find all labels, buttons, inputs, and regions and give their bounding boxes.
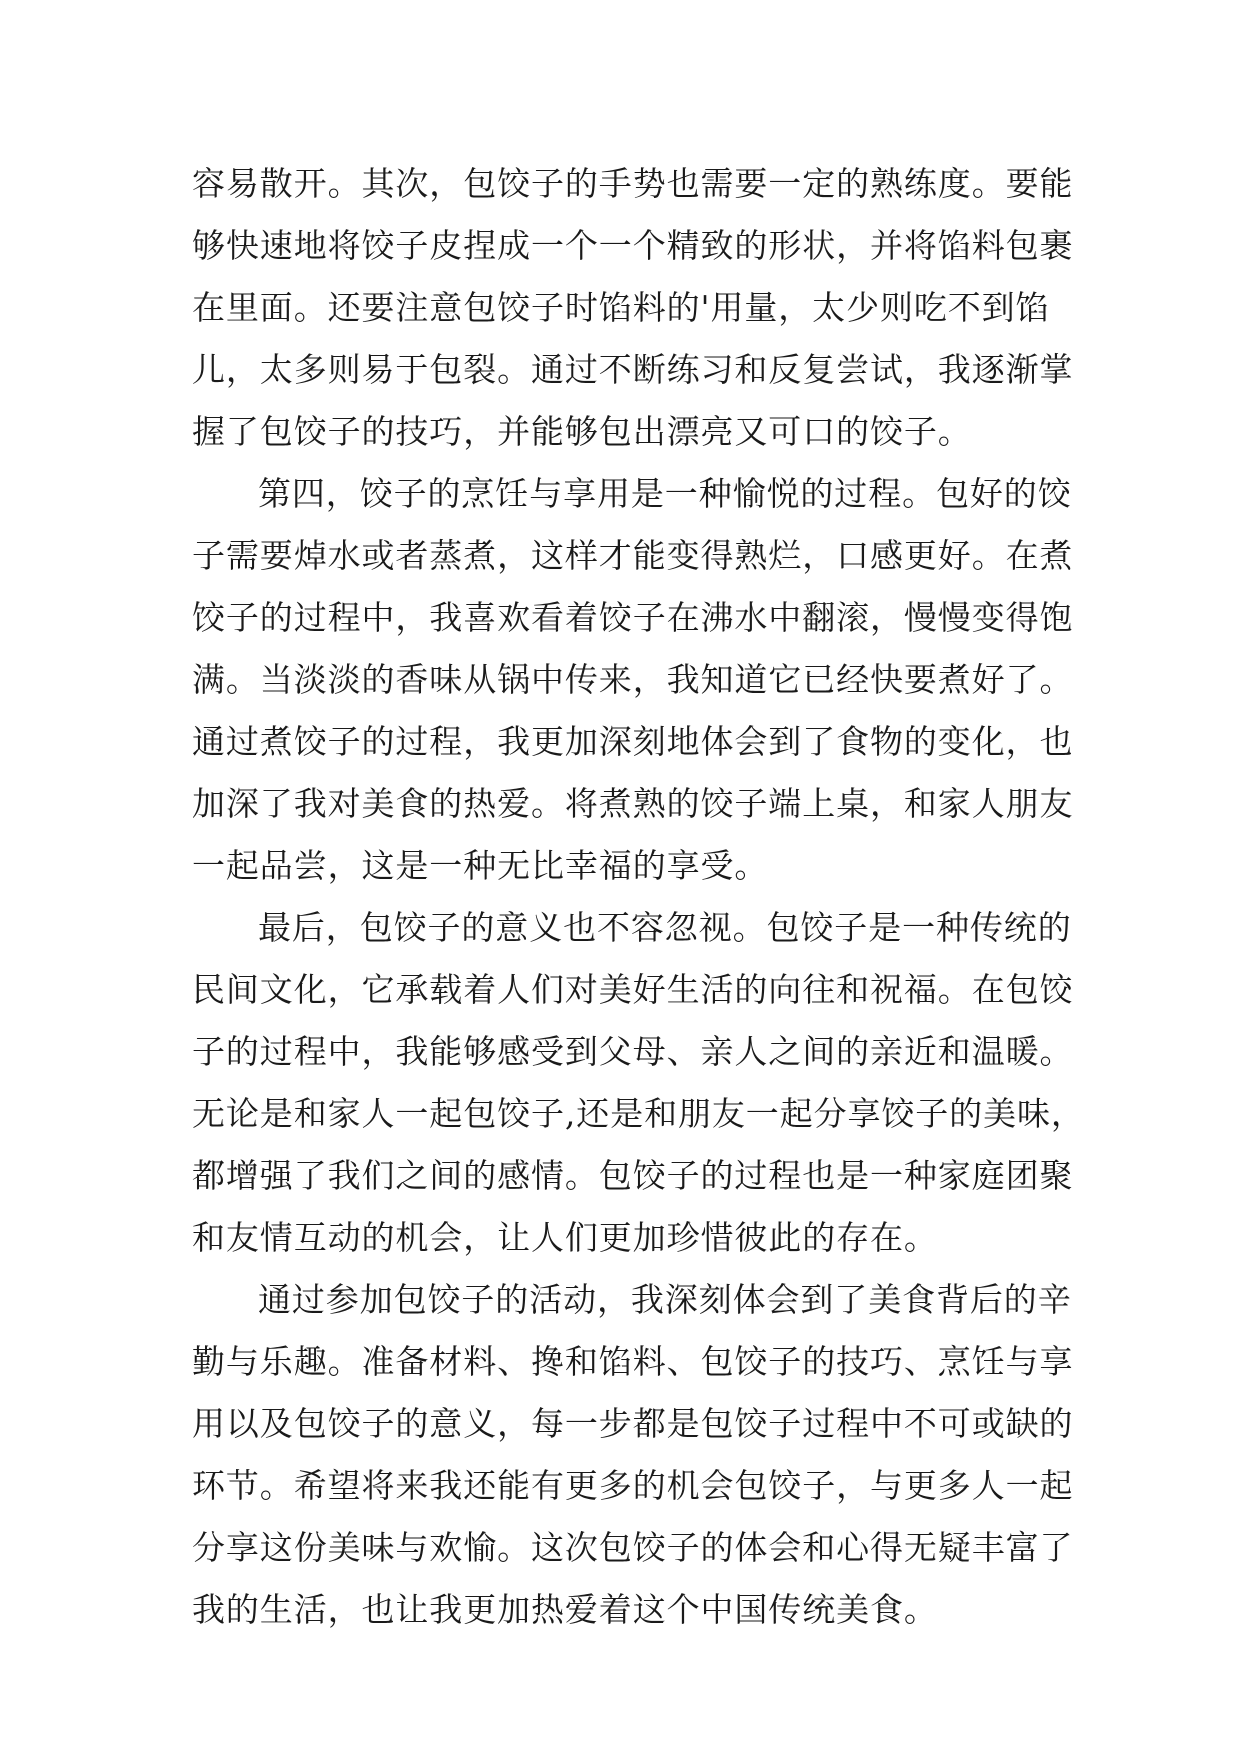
text-line: 民间文化，它承载着人们对美好生活的向往和祝福。在包饺	[192, 970, 1074, 1009]
document-body	[192, 153, 1085, 1641]
text-line: 容易散开。其次，包饺子的手势也需要一定的熟练度。要能	[192, 164, 1074, 203]
text-line: 环节。希望将来我还能有更多的机会包饺子，与更多人一起	[192, 1466, 1074, 1505]
text-line: 握了包饺子的技巧，并能够包出漂亮又可口的饺子。	[192, 412, 972, 451]
text-line: 满。当淡淡的香味从锅中传来，我知道它已经快要煮好了。	[192, 660, 1074, 699]
text-line: 一起品尝，这是一种无比幸福的享受。	[192, 846, 769, 885]
text-line: 通过煮饺子的过程，我更加深刻地体会到了食物的变化，也	[192, 722, 1074, 761]
text-line: 儿，太多则易于包裂。通过不断练习和反复尝试，我逐渐掌	[192, 350, 1074, 389]
text-line: 无论是和家人一起包饺子,还是和朋友一起分享饺子的美味，	[192, 1094, 1085, 1133]
text-line: 第四，饺子的烹饪与享用是一种愉悦的过程。包好的饺	[258, 474, 1072, 513]
text-line: 加深了我对美食的热爱。将煮熟的饺子端上桌，和家人朋友	[192, 784, 1074, 823]
text-line: 分享这份美味与欢愉。这次包饺子的体会和心得无疑丰富了	[192, 1528, 1074, 1567]
text-line: 都增强了我们之间的感情。包饺子的过程也是一种家庭团聚	[192, 1156, 1074, 1195]
text-line: 最后，包饺子的意义也不容忽视。包饺子是一种传统的	[258, 908, 1072, 947]
text-line: 在里面。还要注意包饺子时馅料的'用量，太少则吃不到馅	[192, 288, 1050, 327]
text-line: 我的生活，也让我更加热爱着这个中国传统美食。	[192, 1590, 938, 1629]
text-line: 够快速地将饺子皮捏成一个一个精致的形状，并将馅料包裹	[192, 226, 1074, 265]
text-line: 子的过程中，我能够感受到父母、亲人之间的亲近和温暖。	[192, 1032, 1074, 1071]
text-line: 饺子的过程中，我喜欢看着饺子在沸水中翻滚，慢慢变得饱	[192, 598, 1074, 637]
text-line: 用以及包饺子的意义，每一步都是包饺子过程中不可或缺的	[192, 1404, 1074, 1443]
text-line: 子需要焯水或者蒸煮，这样才能变得熟烂，口感更好。在煮	[192, 536, 1074, 575]
text-line: 通过参加包饺子的活动，我深刻体会到了美食背后的辛	[258, 1280, 1072, 1319]
text-line: 和友情互动的机会，让人们更加珍惜彼此的存在。	[192, 1218, 938, 1257]
text-line: 勤与乐趣。准备材料、搀和馅料、包饺子的技巧、烹饪与享	[192, 1342, 1074, 1381]
